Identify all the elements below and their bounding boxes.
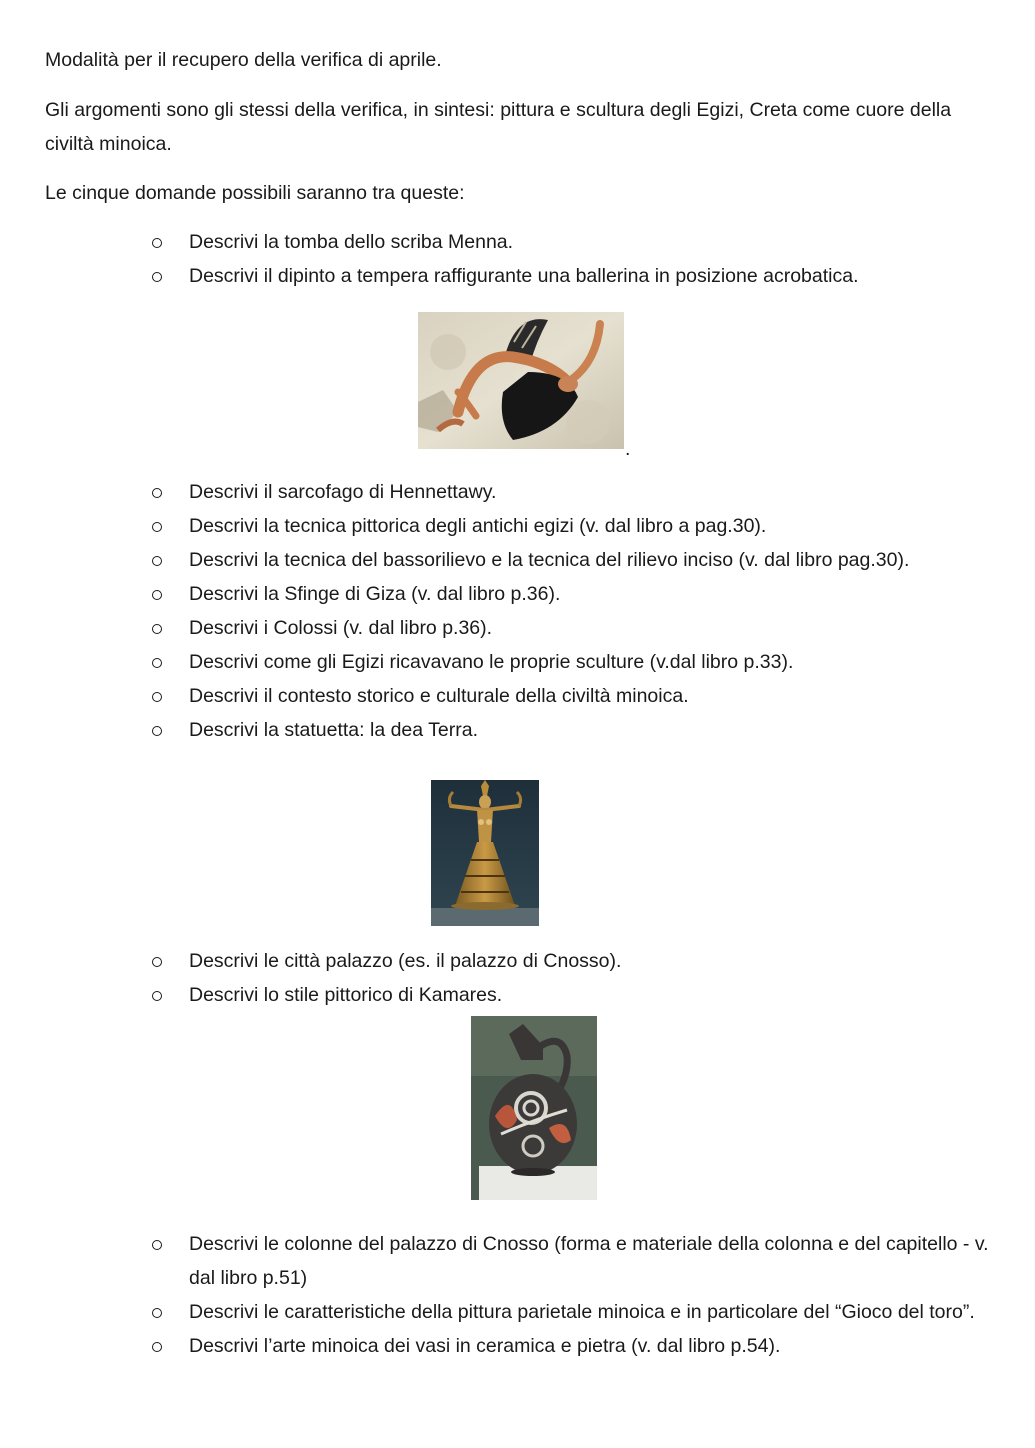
list-item: Descrivi lo stile pittorico di Kamares. (0, 978, 989, 1012)
list-item: Descrivi la tecnica del bassorilievo e la tecnica del rilievo inciso (v. dal libro pag.30). (0, 543, 989, 577)
stray-period: . (625, 438, 631, 460)
list-item: Descrivi l’arte minoica dei vasi in ceramica e pietra (v. dal libro p.54). (0, 1329, 989, 1363)
question-list-minoan-a (0, 944, 1035, 1012)
list-item: Descrivi il contesto storico e culturale della civiltà minoica. (0, 679, 989, 713)
list-item: Descrivi il dipinto a tempera raffigurante una ballerina in posizione acrobatica. (0, 259, 989, 293)
list-item: Descrivi le città palazzo (es. il palazzo di Cnosso). (0, 944, 989, 978)
snake-goddess-image (431, 780, 539, 926)
question-list-egypt-b (0, 475, 1035, 747)
intro-title: Modalità per il recupero della verifica di aprile. (45, 49, 442, 71)
list-item: Descrivi le caratteristiche della pittura parietale minoica e in particolare del “Gioco del toro”. (0, 1295, 989, 1329)
list-item: Descrivi la Sfinge di Giza (v. dal libro p.36). (0, 577, 989, 611)
dancer-painting-image (418, 312, 624, 449)
intro-questions: Le cinque domande possibili saranno tra queste: (45, 182, 465, 204)
question-list-egypt-a (0, 225, 1035, 293)
list-item: Descrivi le colonne del palazzo di Cnosso (forma e materiale della colonna e del capitello - v. dal libro p.51) (0, 1227, 989, 1295)
kamares-jug-image (471, 1016, 597, 1200)
list-item: Descrivi i Colossi (v. dal libro p.36). (0, 611, 989, 645)
list-item: Descrivi la statuetta: la dea Terra. (0, 713, 989, 747)
question-list-minoan-b (0, 1227, 1035, 1363)
intro-topics: Gli argomenti sono gli stessi della verifica, in sintesi: pittura e scultura degli Egizi, Creta come cuore della civiltà minoica. (45, 99, 952, 155)
list-item: Descrivi la tecnica pittorica degli antichi egizi (v. dal libro a pag.30). (0, 509, 989, 543)
list-item: Descrivi la tomba dello scriba Menna. (0, 225, 989, 259)
list-item: Descrivi il sarcofago di Hennettawy. (0, 475, 989, 509)
list-item: Descrivi come gli Egizi ricavavano le proprie sculture (v.dal libro p.33). (0, 645, 989, 679)
